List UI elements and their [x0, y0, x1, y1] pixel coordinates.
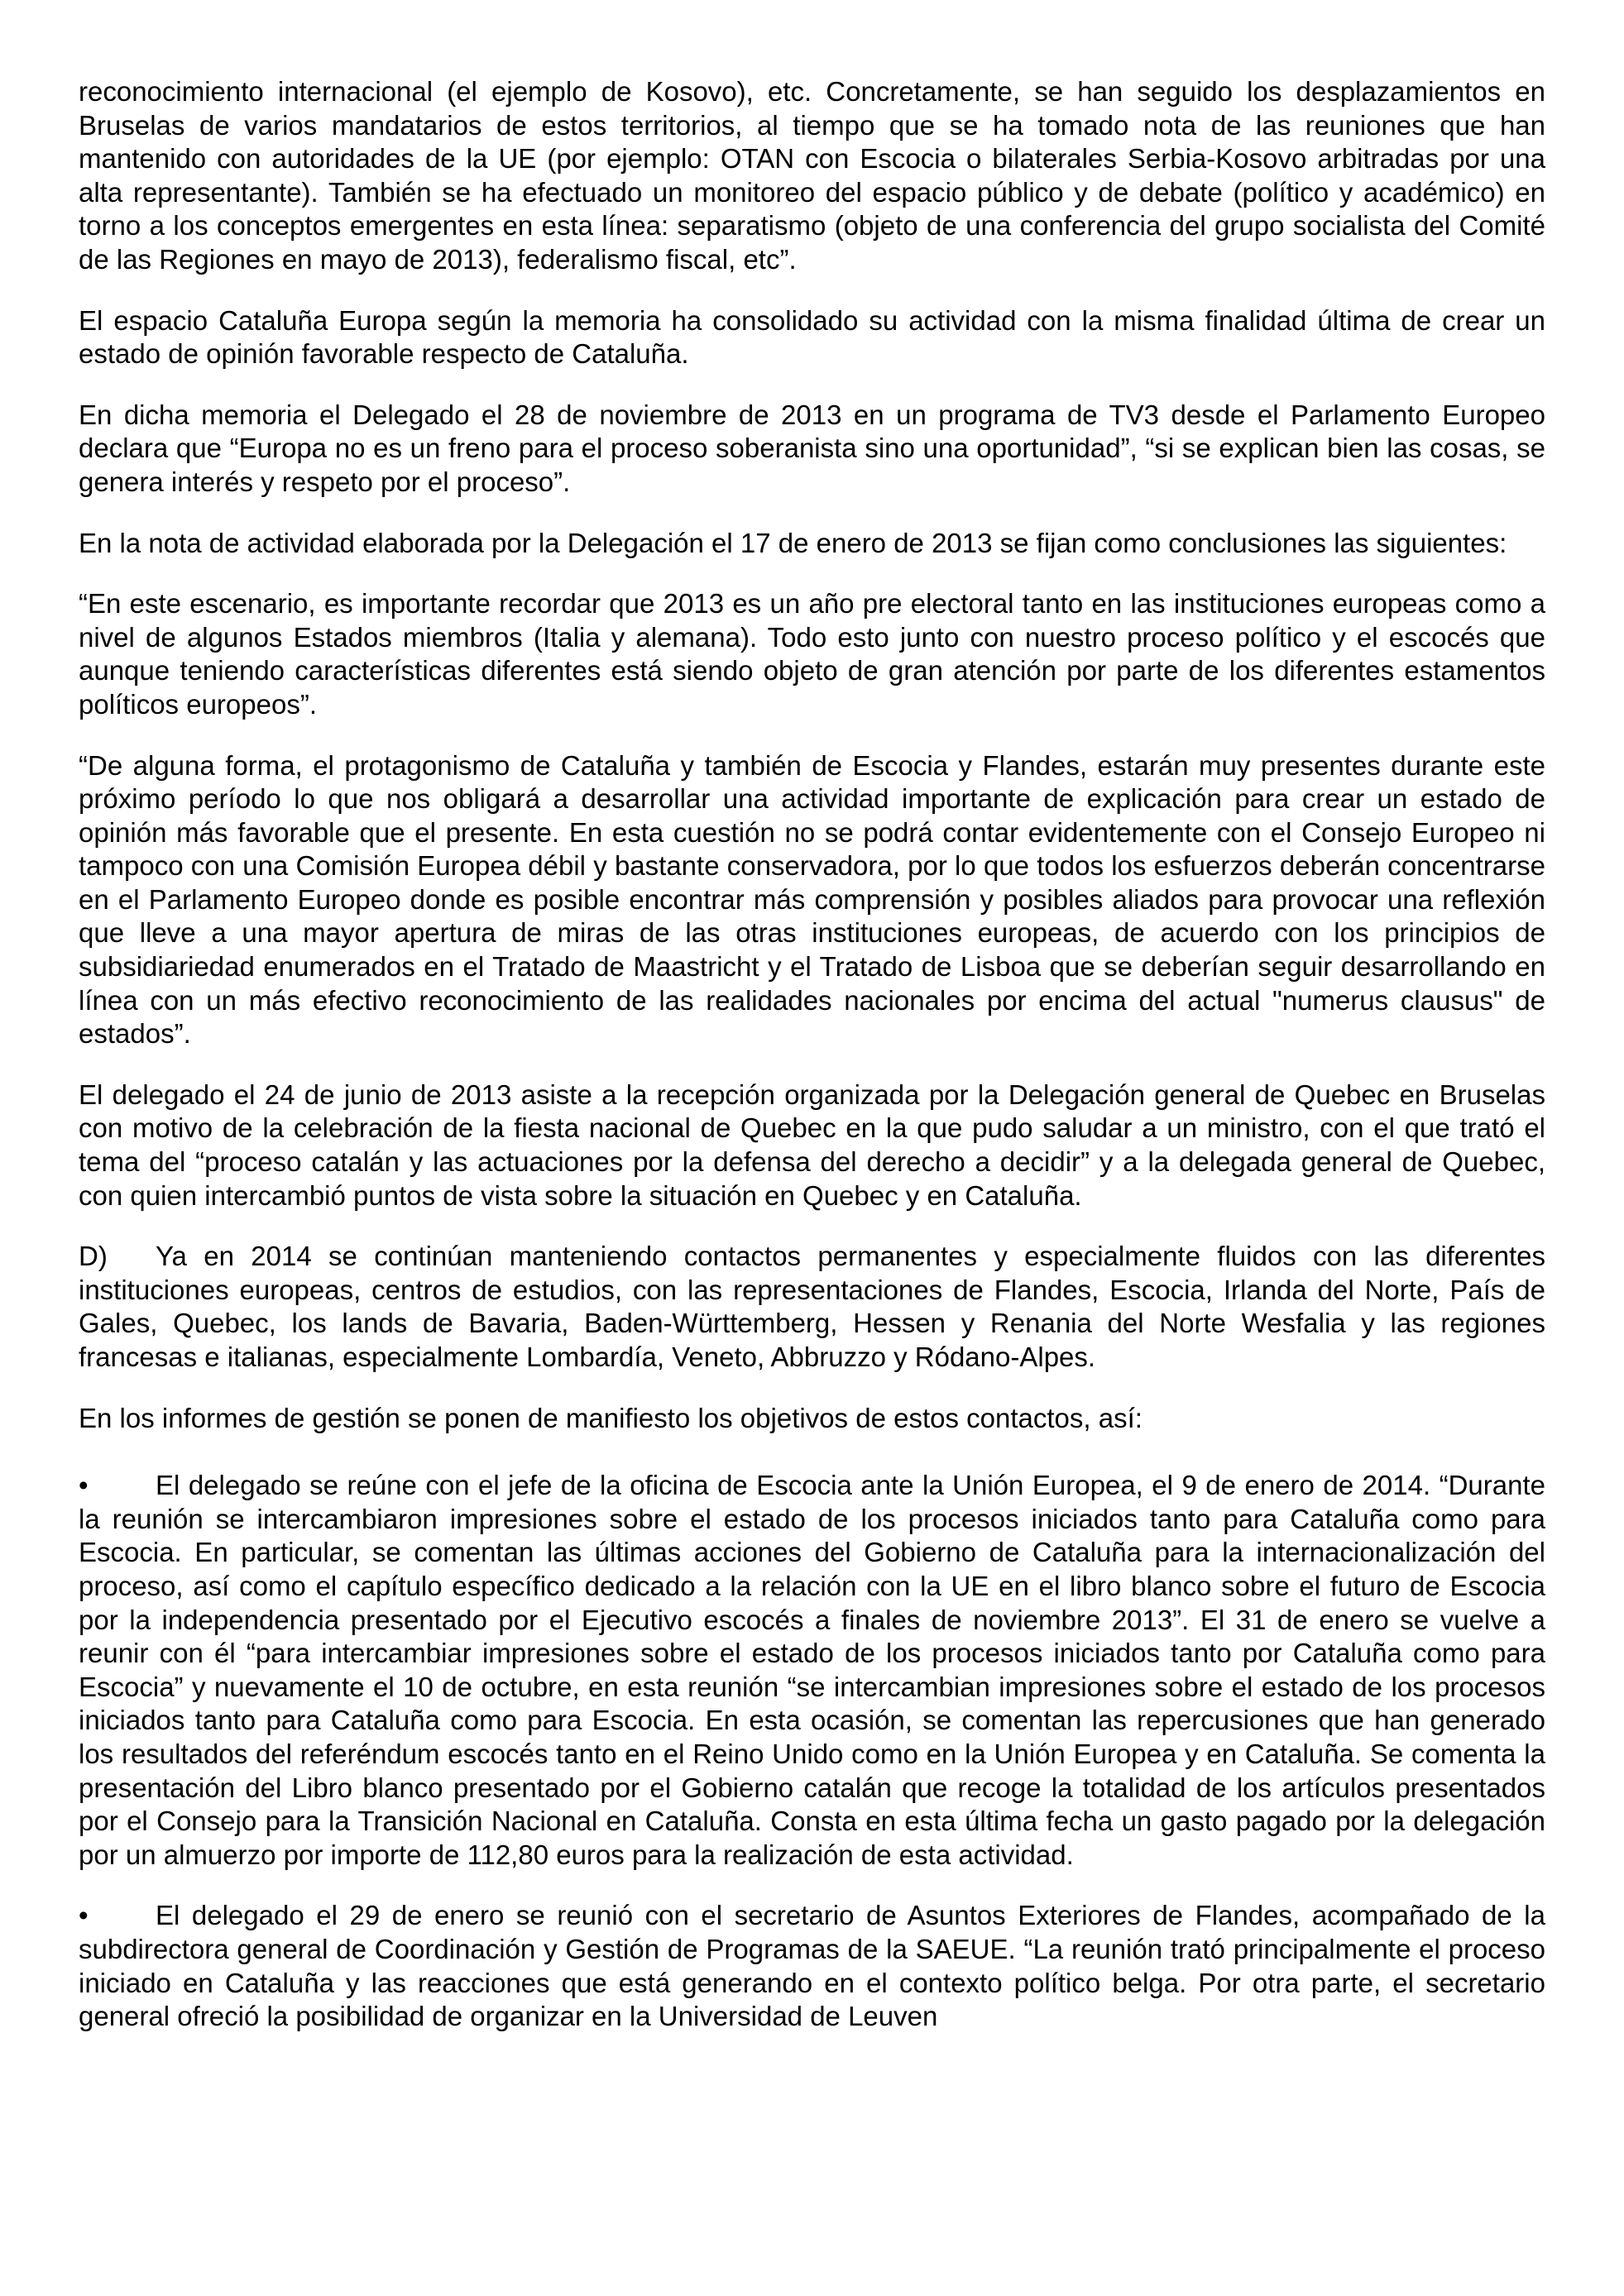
section-d-2014-contacts	[79, 1240, 1545, 1374]
quote-escenario-2013: “En este escenario, es importante recordar que 2013 es un año pre electoral tanto en las instituciones europeas como a nivel de algunos Estados miembros (Italia y alemana). Todo esto junto con nuestro proceso político y el escocés que aunque teniendo características diferentes está siendo objeto de gran atención por parte de los diferentes estamentos políticos europeos”.	[79, 588, 1545, 720]
paragraph-kosovo-monitoring: reconocimiento internacional (el ejemplo de Kosovo), etc. Concretamente, se han seguido los desplazamientos en Bruselas de varios mandatarios de estos territorios, al tiempo que se ha tomado nota de las reuniones que han mantenido con autoridades de la UE (por ejemplo: OTAN con Escocia o bilaterales Serbia-Kosovo arbitradas por una alta representante). También se ha efectuado un monitoreo del espacio público y de debate (político y académico) en torno a los conceptos emergentes en esta línea: separatismo (objeto de una conferencia del grupo socialista del Comité de las Regiones en mayo de 2013), federalismo fiscal, etc”.	[79, 76, 1545, 275]
list-item-text: El delegado se reúne con el jefe de la oficina de Escocia ante la Unión Europea, el 9 de enero de 2014. “Durante la reunión se intercambiaron impresiones sobre el estado de los procesos iniciados tanto para Cataluña como para Escocia. En particular, se comentan las últimas acciones del Gobierno de Cataluña para la internacionalización del proceso, así como el capítulo específico dedicado a la relación con la UE en el libro blanco sobre el futuro de Escocia por la independencia presentado por el Ejecutivo escocés a finales de noviembre 2013”. El 31 de enero se vuelve a reunir con él “para intercambiar impresiones sobre el estado de los procesos iniciados tanto por Cataluña como para Escocia” y nuevamente el 10 de octubre, en esta reunión “se intercambian impresiones sobre el estado de los procesos iniciados tanto para Cataluña como para Escocia. En esta ocasión, se comentan las repercusiones que han generado los resultados del referéndum escocés tanto en el Reino Unido como en la Unión Europea y en Cataluña. Se comenta la presentación del Libro blanco presentado por el Gobierno catalán que recoge la totalidad de los artículos presentados por el Consejo para la Transición Nacional en Cataluña. Consta en esta última fecha un gasto pagado por la delegación por un almuerzo por importe de 112,80 euros para la realización de esta actividad.	[79, 1470, 1545, 1870]
paragraph-informes-gestion: En los informes de gestión se ponen de manifiesto los objetivos de estos contactos, así:	[79, 1402, 1143, 1433]
quote-protagonismo-cataluna: “De alguna forma, el protagonismo de Cataluña y también de Escocia y Flandes, estarán muy presentes durante este próximo período lo que nos obligará a desarrollar una actividad importante de explicación para crear un estado de opinión más favorable que el presente. En esta cuestión no se podrá contar evidentemente con el Consejo Europeo ni tampoco con una Comisión Europea débil y bastante conservadora, por lo que todos los esfuerzos deberán concentrarse en el Parlamento Europeo donde es posible encontrar más comprensión y posibles aliados para provocar una reflexión que lleve a una mayor apertura de miras de las otras instituciones europeas, de acuerdo con los principios de subsidiariedad enumerados en el Tratado de Maastricht y el Tratado de Lisboa que se deberían seguir desarrollando en línea con un más efectivo reconocimiento de las realidades nacionales por encima del actual "numerus clausus" de estados”.	[79, 749, 1545, 1050]
list-item-text: El delegado el 29 de enero se reunió con el secretario de Asuntos Exteriores de Flandes, acompañado de la subdirectora general de Coordinación y Gestión de Programas de la SAEUE. “La reunión trató principalmente el proceso iniciado en Cataluña y las reacciones que está generando en el contexto político belga. Por otra parte, el secretario general ofreció la posibilidad de organizar en la Universidad de Leuven	[79, 1900, 1545, 2032]
bullet-icon: •	[79, 1900, 89, 1931]
list-item-escocia-meetings	[79, 1469, 1545, 1872]
list-item-flandes-meeting	[79, 1899, 1545, 2033]
bullet-icon: •	[79, 1470, 89, 1501]
section-d-text: Ya en 2014 se continúan manteniendo contactos permanentes y especialmente fluidos con las diferentes instituciones europeas, centros de estudios, con las representaciones de Flandes, Escocia, Irlanda del Norte, País de Gales, Quebec, los lands de Bavaria, Baden-Württemberg, Hessen y Renania del Norte Wesfalia y las regiones francesas e italianas, especialmente Lombardía, Veneto, Abbruzzo y Ródano-Alpes.	[79, 1241, 1545, 1372]
paragraph-tv3-declaration: En dicha memoria el Delegado el 28 de noviembre de 2013 en un programa de TV3 desde el Parlamento Europeo declara que “Europa no es un freno para el proceso soberanista sino una oportunidad”, “si se explican bien las cosas, se genera interés y respeto por el proceso”.	[79, 399, 1545, 497]
document-body	[79, 75, 1545, 2061]
section-letter-label: D)	[79, 1241, 108, 1272]
paragraph-espacio-cataluna-europa: El espacio Cataluña Europa según la memoria ha consolidado su actividad con la misma finalidad última de crear un estado de opinión favorable respecto de Cataluña.	[79, 304, 1545, 370]
paragraph-nota-actividad: En la nota de actividad elaborada por la Delegación el 17 de enero de 2013 se fijan como conclusiones las siguientes:	[79, 527, 1507, 558]
paragraph-quebec-reception: El delegado el 24 de junio de 2013 asiste a la recepción organizada por la Delegación general de Quebec en Bruselas con motivo de la celebración de la fiesta nacional de Quebec en la que pudo saludar a un ministro, con el que trató el tema del “proceso catalán y las actuaciones por la defensa del derecho a decidir” y a la delegada general de Quebec, con quien intercambió puntos de vista sobre la situación en Quebec y en Cataluña.	[79, 1079, 1545, 1211]
